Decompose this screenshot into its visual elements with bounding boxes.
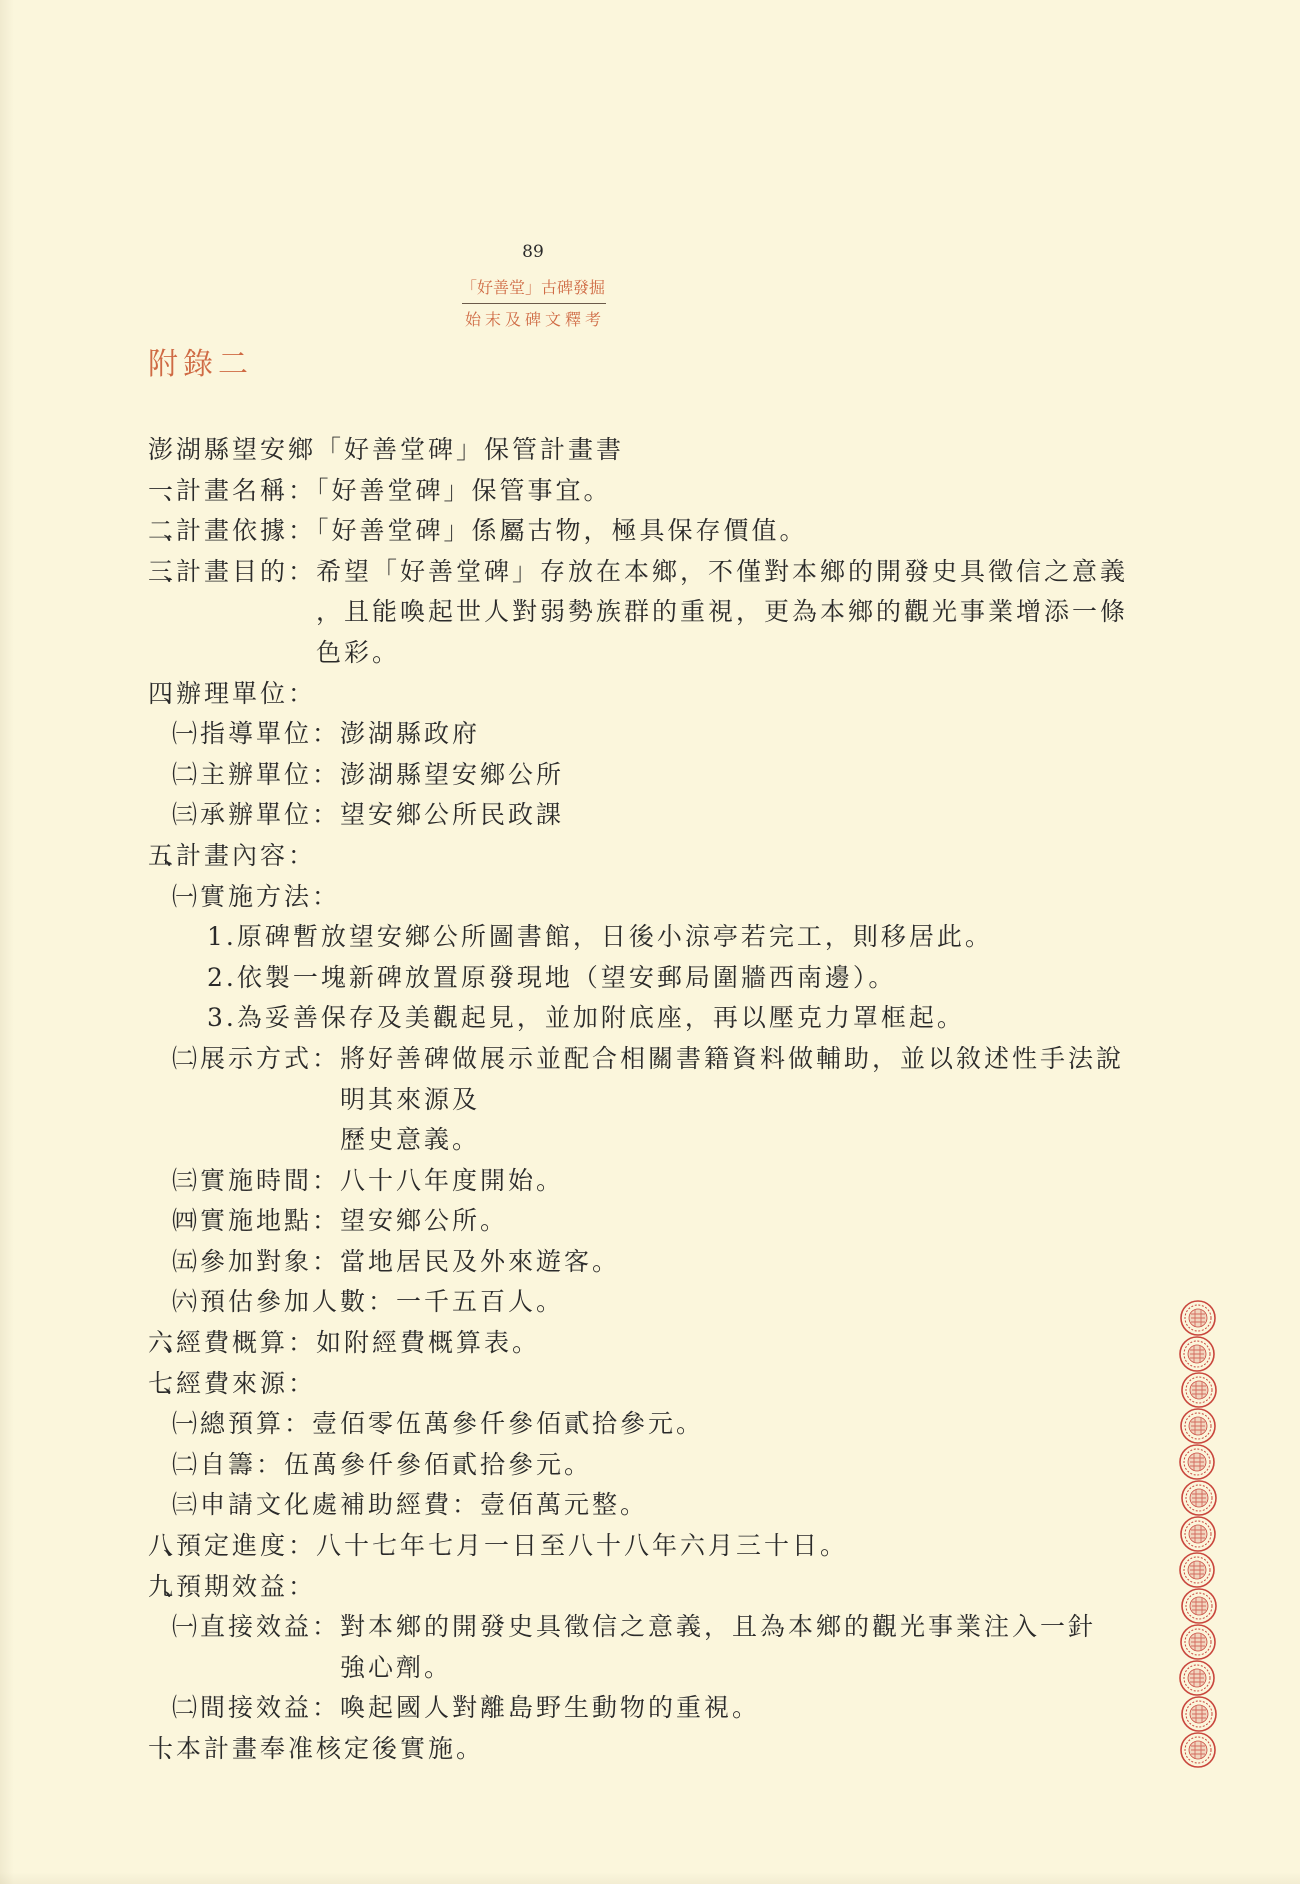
subitem-row [148,1485,1188,1526]
section-label: 計畫名稱： [176,475,317,505]
plan-document [148,430,1188,1770]
subitem-row [148,1242,1188,1283]
subitem-number: ㈡ [172,1449,201,1479]
section-number: 九、 [148,1571,179,1601]
subitem-label: 實施地點： [200,1206,341,1236]
subitem-label: 展示方式： [200,1043,341,1073]
seal-stamp [1180,1661,1214,1695]
section-label: 經費來源： [176,1368,317,1398]
subitem-text: 澎湖縣政府 [340,719,481,749]
section-text-continued: 色彩。 [316,637,401,667]
subitem-text: 澎湖縣望安鄉公所 [340,759,565,789]
subitem-text-continued: 歷史意義。 [340,1125,481,1155]
subitem-row [148,1445,1188,1486]
subitem-number: ㈠ [172,719,201,749]
subitem-label: 自籌： [200,1449,285,1479]
seal-stamp [1181,1733,1215,1767]
section-number: 三、 [148,556,179,586]
subitem-row [148,795,1188,836]
section-row [148,1729,1188,1770]
document-title: 澎湖縣望安鄉「好善堂碑」保管計畫書 [148,435,625,464]
subitem-label: 參加對象： [200,1246,341,1276]
subitem-row [148,1607,1188,1648]
subitem-text: 壹佰萬元整。 [480,1490,649,1520]
subitem-text: 望安鄉公所。 [340,1206,509,1236]
section-number: 十、 [148,1734,179,1763]
seal-stamp [1182,1697,1216,1731]
section-row [148,674,1188,715]
section-number: 五、 [148,840,179,870]
section-number: 四、 [148,678,179,708]
subitem-label: 主辦單位： [200,759,341,789]
seal-stamp [1181,1301,1215,1335]
subitem-label: 實施時間： [200,1165,341,1195]
subitem-number: ㈠ [172,1612,201,1642]
section-label: 計畫目的： [176,556,317,586]
subitem-text: 望安鄉公所民政課 [340,800,565,830]
subitem-label: 申請文化處補助經費： [200,1490,481,1520]
section-number: 二、 [148,516,179,546]
appendix-heading: 附錄二 [148,347,253,382]
subitem-number: ㈣ [172,1206,201,1236]
section-row [148,511,1188,552]
section-row [148,1364,1188,1405]
subitem-text: 八十八年度開始。 [340,1165,565,1195]
subitem-number: ㈤ [172,1246,201,1276]
subitem-text-continued: 強心劑。 [340,1652,453,1682]
subitem-number: ㈠ [172,1409,201,1439]
section-label: 預定進度： [176,1531,317,1561]
subitem-row [148,755,1188,796]
section-row [148,1567,1188,1608]
section-row [148,1526,1188,1567]
seal-stamp [1182,1589,1216,1623]
section-text-continued: ，且能喚起世人對弱勢族群的重視，更為本鄉的觀光事業增添一條 [316,597,1129,627]
subitem-row [148,877,1188,918]
section-row [148,836,1188,877]
seal-stamp [1180,1553,1214,1587]
subitem-number: ㈡ [172,759,201,789]
section-label: 辦理單位： [176,678,317,708]
section-text: 八十七年七月一日至八十八年六月三十日。 [316,1531,849,1561]
section-row [148,471,1188,512]
subitem-text: 喚起國人對離島野生動物的重視。 [340,1693,761,1723]
section-row [148,552,1188,593]
subitem-number: ㈡ [172,1693,201,1723]
section-number: 七、 [148,1368,179,1398]
page-number: 89 [522,242,544,262]
section-text: 如附經費概算表。 [316,1328,541,1358]
subitem-number: ㈢ [172,1165,201,1195]
section-label: 本計畫奉准核定後實施。 [176,1734,485,1763]
seal-stamp [1180,1337,1214,1371]
step-text: 2.依製一塊新碑放置原發現地（望安郵局圍牆西南邊）。 [207,962,897,992]
subitem-label: 實施方法： [200,881,341,911]
seal-stamp [1181,1625,1215,1659]
subitem-label: 直接效益： [200,1612,341,1642]
running-title-rule [462,303,606,304]
section-label: 經費概算： [176,1328,317,1358]
subitem-row [148,1404,1188,1445]
section-number: 一、 [148,475,179,505]
subitem-text: 伍萬參仟參佰貳拾參元。 [284,1449,593,1479]
subitem-text-continued: 明其來源及 [340,1084,481,1114]
section-label: 計畫依據： [176,516,317,546]
subitem-label: 承辦單位： [200,800,341,830]
subitem-number: ㈥ [172,1287,201,1317]
seal-stamp-strip [1170,1290,1226,1780]
step-text: 1.原碑暫放望安鄉公所圖書館，日後小涼亭若完工，則移居此。 [207,922,993,952]
step-text: 3.為妥善保存及美觀起見，並加附底座，再以壓克力罩框起。 [207,1003,965,1033]
subitem-text: 當地居民及外來遊客。 [340,1246,621,1276]
section-text: 「好善堂碑」保管事宜。 [316,475,612,505]
section-label: 預期效益： [176,1571,317,1601]
subitem-label: 間接效益： [200,1693,341,1723]
seal-stamp [1181,1517,1215,1551]
subitem-row [148,1282,1188,1323]
subitem-label: 預估參加人數： [200,1287,397,1317]
subitem-number: ㈢ [172,1490,201,1520]
subitem-row [148,1039,1188,1080]
section-number: 六、 [148,1328,179,1358]
subitem-label: 指導單位： [200,719,341,749]
section-text: 希望「好善堂碑」存放在本鄉，不僅對本鄉的開發史具徵信之意義 [316,556,1129,586]
subitem-label: 總預算： [200,1409,313,1439]
section-row [148,1323,1188,1364]
subitem-row [148,714,1188,755]
running-subtitle: 始末及碑文釋考 [464,310,605,329]
subitem-text: 一千五百人。 [396,1287,565,1317]
subitem-row [148,1688,1188,1729]
section-text: 「好善堂碑」係屬古物，極具保存價值。 [316,516,808,546]
subitem-text: 壹佰零伍萬參仟參佰貳拾參元。 [312,1409,705,1439]
running-title: 「好善堂」古碑發掘 [460,278,605,297]
section-number: 八、 [148,1531,179,1561]
subitem-number: ㈢ [172,800,201,830]
seal-stamp [1181,1409,1215,1443]
seal-stamp [1182,1373,1216,1407]
seal-stamp [1182,1481,1216,1515]
seal-stamp [1180,1445,1214,1479]
subitem-number: ㈠ [172,881,201,911]
subitem-text: 對本鄉的開發史具徵信之意義，且為本鄉的觀光事業注入一針 [340,1612,1097,1642]
subitem-row [148,1161,1188,1202]
subitem-text: 將好善碑做展示並配合相關書籍資料做輔助，並以敘述性手法說 [340,1043,1125,1073]
subitem-number: ㈡ [172,1043,201,1073]
subitem-row [148,1201,1188,1242]
section-label: 計畫內容： [176,840,317,870]
